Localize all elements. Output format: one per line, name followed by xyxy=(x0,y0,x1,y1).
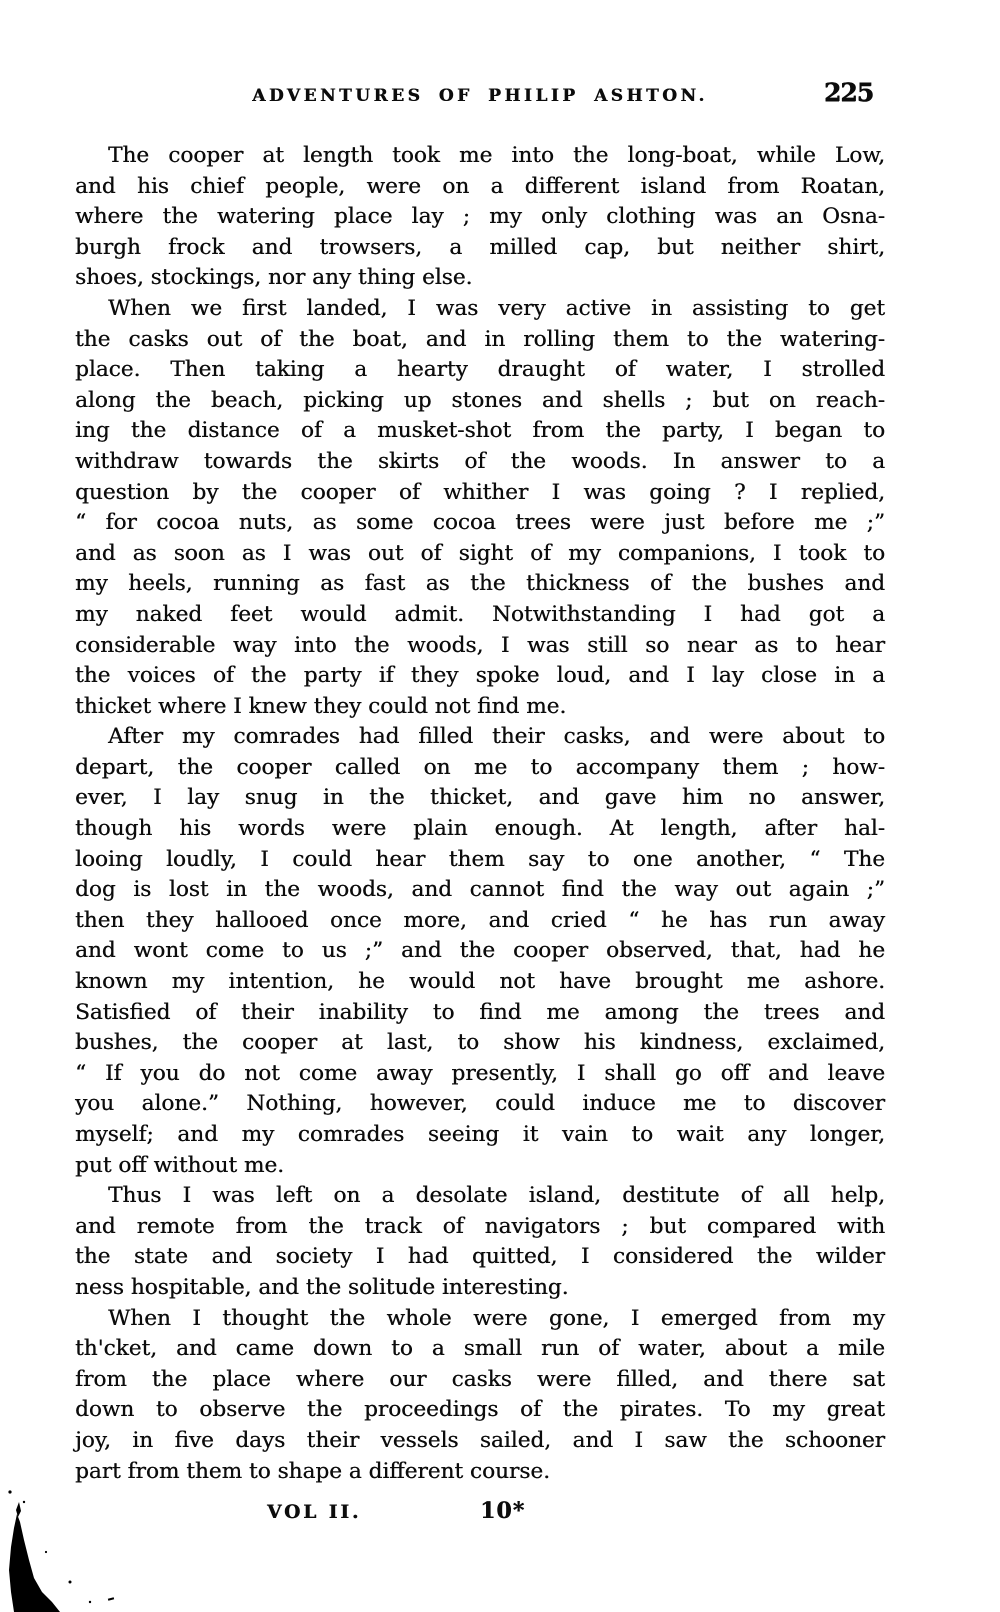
text-line: place. Then taking a hearty draught of water, I strolled xyxy=(75,357,885,383)
text-line: shoes, stockings, nor any thing else. xyxy=(75,265,473,291)
text-line: Thus I was left on a desolate island, destitute of all help, xyxy=(108,1183,885,1209)
text-line: and as soon as I was out of sight of my companions, I took to xyxy=(75,540,885,566)
page-body xyxy=(75,141,885,1487)
text-line: part from them to shape a different course. xyxy=(75,1458,550,1484)
text-line: When we first landed, I was very active in assisting to get xyxy=(108,295,885,321)
text-line: the casks out of the boat, and in rolling them to the watering- xyxy=(75,326,885,352)
page-number: 225 xyxy=(823,78,873,107)
text-line: bushes, the cooper at last, to show his kindness, exclaimed, xyxy=(75,1030,885,1056)
running-title: ADVENTURES OF PHILIP ASHTON. xyxy=(252,86,708,106)
text-line: my naked feet would admit. Notwithstanding I had got a xyxy=(75,601,885,627)
text-line: and wont come to us ;” and the cooper observed, that, had he xyxy=(75,938,885,964)
text-line: known my intention, he would not have brought me ashore. xyxy=(75,969,885,995)
text-line: After my comrades had filled their casks, and were about to xyxy=(108,724,885,750)
text-line: though his words were plain enough. At length, after hal- xyxy=(75,816,885,842)
text-line: along the beach, picking up stones and shells ; but on reach- xyxy=(75,387,885,413)
text-line: the state and society I had quitted, I considered the wilder xyxy=(75,1244,885,1270)
text-line: considerable way into the woods, I was still so near as to hear xyxy=(75,632,885,658)
page-footer xyxy=(75,1498,885,1532)
text-line: my heels, running as fast as the thickness of the bushes and xyxy=(75,571,885,597)
text-line: thicket where I knew they could not find me. xyxy=(75,693,567,719)
text-line: put off without me. xyxy=(75,1152,285,1178)
text-line: depart, the cooper called on me to accompany them ; how- xyxy=(75,754,885,780)
text-line: and remote from the track of navigators ; but compared with xyxy=(75,1213,885,1239)
text-line: The cooper at length took me into the long-boat, while Low, xyxy=(108,143,885,168)
text-line: looing loudly, I could hear them say to one another, “ The xyxy=(75,846,885,872)
text-line: where the watering place lay ; my only clothing was an Osna- xyxy=(75,204,885,230)
text-line: and his chief people, were on a different island from Roatan, xyxy=(75,173,885,199)
text-line: “ If you do not come away presently, I shall go off and leave xyxy=(75,1060,885,1086)
text-line: th'cket, and came down to a small run of water, about a mile xyxy=(75,1336,885,1362)
volume-label: VOL II. xyxy=(267,1502,362,1523)
text-line: you alone.” Nothing, however, could induce me to discover xyxy=(75,1091,885,1117)
text-line: ness hospitable, and the solitude interesting. xyxy=(75,1274,569,1300)
text-line: question by the cooper of whither I was going ? I replied, xyxy=(75,479,885,505)
text-line: from the place where our casks were filled, and there sat xyxy=(75,1366,885,1392)
text-line: down to observe the proceedings of the pirates. To my great xyxy=(75,1397,885,1423)
text-line: myself; and my comrades seeing it vain to wait any longer, xyxy=(75,1122,885,1147)
text-line: the voices of the party if they spoke loud, and I lay close in a xyxy=(75,663,885,689)
text-line: then they hallooed once more, and cried “ he has run away xyxy=(75,907,885,933)
text-line: dog is lost in the woods, and cannot find the way out again ;” xyxy=(75,877,885,903)
signature-mark: 10* xyxy=(480,1498,526,1524)
text-line: ever, I lay snug in the thicket, and gave him no answer, xyxy=(75,785,885,811)
text-line: ing the distance of a musket-shot from the party, I began to xyxy=(75,418,885,444)
page-header xyxy=(75,78,885,116)
text-line: Satisfied of their inability to find me among the trees and xyxy=(75,999,885,1025)
text-line: burgh frock and trowsers, a milled cap, but neither shirt, xyxy=(75,234,885,260)
text-line: joy, in five days their vessels sailed, and I saw the schooner xyxy=(75,1427,885,1453)
text-line: When I thought the whole were gone, I emerged from my xyxy=(108,1305,885,1331)
text-line: “ for cocoa nuts, as some cocoa trees were just before me ;” xyxy=(75,510,885,536)
text-line: withdraw towards the skirts of the woods. In answer to a xyxy=(75,448,885,474)
